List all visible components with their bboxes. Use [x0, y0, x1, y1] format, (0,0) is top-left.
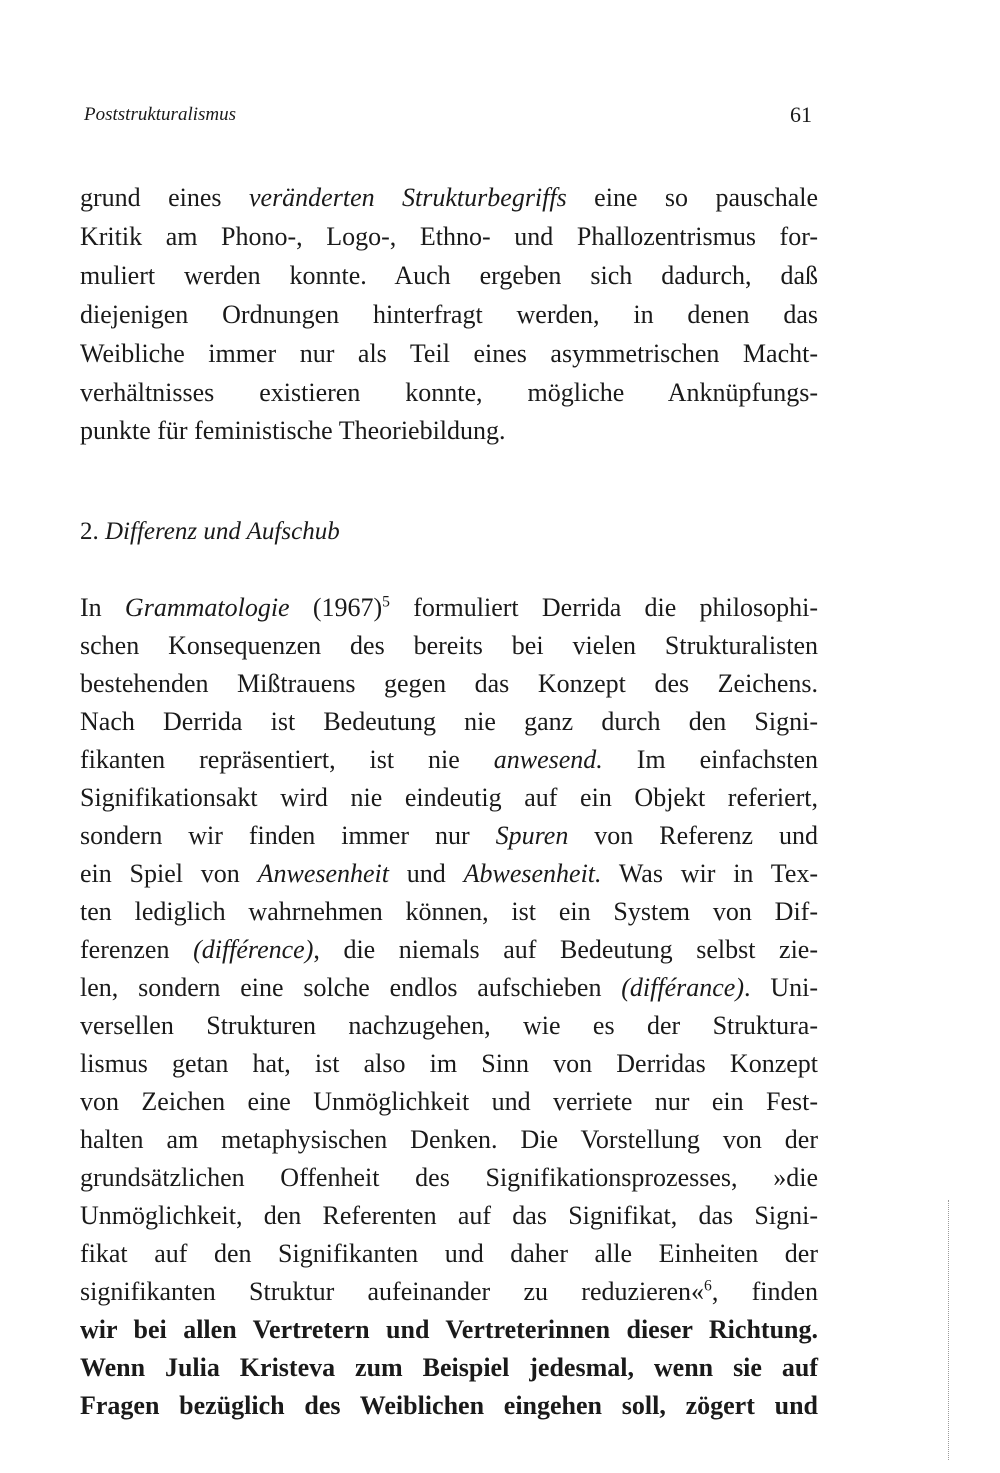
- emphasis: veränderten Strukturbegriffs: [248, 183, 567, 212]
- text-line: In Grammatologie $(1967)^5$ formuliert Derrida die philosophi-: [80, 593, 818, 622]
- text-line: versellen Strukturen nachzugehen, wie es der Struktura-: [80, 1011, 818, 1040]
- footnote-marker: 5: [382, 593, 390, 611]
- text-line: diejenigen Ordnungen hinterfragt werden, in denen das: [80, 300, 818, 329]
- text-line: grundsätzlichen Offenheit des Signifikationsprozesses, »die: [80, 1163, 818, 1192]
- text-line: ein Spiel von Anwesenheit und Abwesenheit. Was wir in Tex-: [80, 859, 819, 888]
- text-line: fikanten repräsentiert, ist nie anwesend. Im einfachsten: [80, 745, 818, 774]
- text-line: Kritik am Phono-, Logo-, Ethno- und Phallozentrismus for-: [80, 222, 818, 251]
- text-line: halten am metaphysischen Denken. Die Vorstellung von der: [80, 1125, 818, 1154]
- section-heading: 2. Differenz und Aufschub: [80, 518, 340, 545]
- text-line: Nach Derrida ist Bedeutung nie ganz durch den Signi-: [80, 707, 818, 736]
- text-line: schen Konsequenzen des bereits bei vielen Strukturalisten: [80, 631, 818, 660]
- running-title: Poststrukturalismus: [84, 104, 237, 125]
- text-line: punkte für feministische Theoriebildung.: [80, 416, 506, 445]
- scan-edge-marks: [948, 1200, 955, 1460]
- text-line: verhältnisses existieren konnte, mögliche Anknüpfungs-: [80, 378, 818, 407]
- text-line: Wenn Julia Kristeva zum Beispiel jedesmal, wenn sie auf: [80, 1353, 818, 1382]
- text-line: ferenzen (différence), die niemals auf Bedeutung selbst zie-: [80, 935, 818, 964]
- text-line: Fragen bezüglich des Weiblichen eingehen soll, zögert und: [80, 1391, 818, 1420]
- text-line: bestehenden Mißtrauens gegen das Konzept des Zeichens.: [80, 669, 818, 698]
- text-line: grund eines veränderten Strukturbegriffs eine so pauschale: [80, 183, 818, 212]
- page-number: 61: [790, 102, 812, 127]
- text-line: lismus getan hat, ist also im Sinn von Derridas Konzept: [80, 1049, 818, 1078]
- text-line: muliert werden konnte. Auch ergeben sich dadurch, daß: [80, 261, 818, 290]
- text-line: len, sondern eine solche endlos aufschieben (différance). Uni-: [80, 973, 818, 1002]
- text-line: fikat auf den Signifikanten und daher alle Einheiten der: [80, 1239, 818, 1268]
- footnote-marker: 6: [704, 1277, 712, 1295]
- text-line: Weibliche immer nur als Teil eines asymmetrischen Macht-: [80, 339, 818, 368]
- text-line: ten lediglich wahrnehmen können, ist ein System von Dif-: [80, 897, 818, 926]
- text-line: signifikanten Struktur aufeinander zu reduzieren«$^6$, finden: [80, 1277, 819, 1306]
- text-line: von Zeichen eine Unmöglichkeit und verriete nur ein Fest-: [80, 1087, 818, 1116]
- text-line: Signifikationsakt wird nie eindeutig auf ein Objekt referiert,: [80, 783, 818, 812]
- text-line: Unmöglichkeit, den Referenten auf das Signifikat, das Signi-: [80, 1201, 818, 1230]
- text-line: sondern wir finden immer nur Spuren von Referenz und: [80, 821, 818, 850]
- text-line: wir bei allen Vertretern und Vertreterinnen dieser Richtung.: [80, 1315, 818, 1344]
